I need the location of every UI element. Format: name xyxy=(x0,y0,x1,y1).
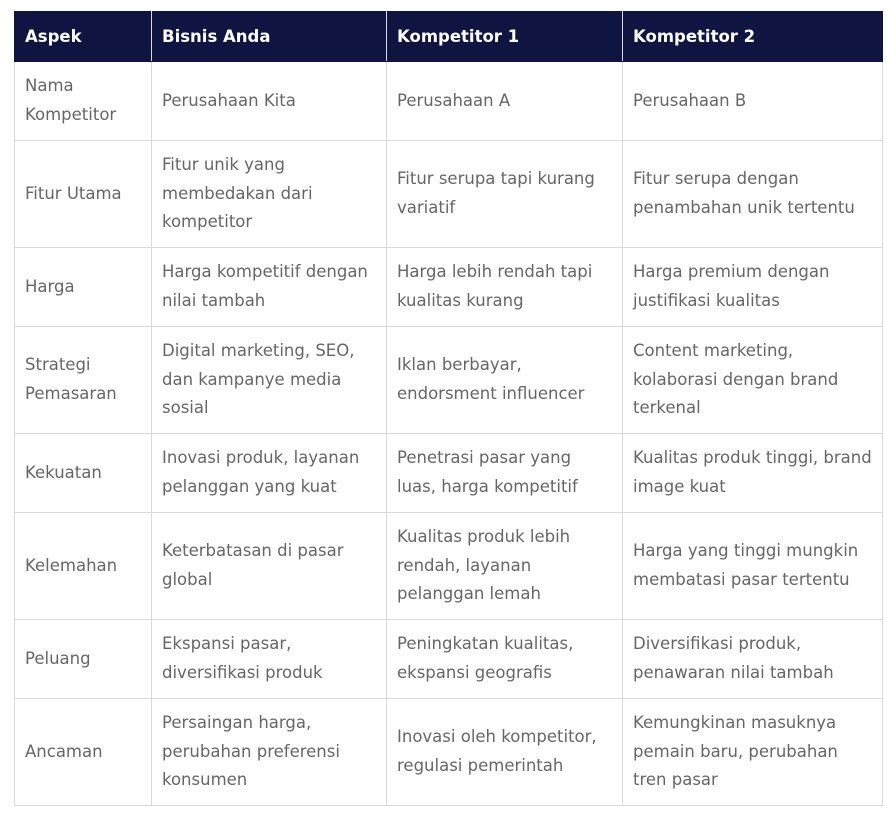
cell-aspect: Kekuatan xyxy=(15,434,152,513)
cell-competitor-2: Kemungkinan masuknya pemain baru, perubahan tren pasar xyxy=(623,699,883,806)
table-row xyxy=(15,248,883,327)
cell-competitor-1: Peningkatan kualitas, ekspansi geografis xyxy=(387,620,623,699)
header-row xyxy=(15,12,883,62)
cell-aspect: Kelemahan xyxy=(15,513,152,620)
cell-your-business: Ekspansi pasar, diversifikasi produk xyxy=(152,620,387,699)
cell-your-business: Persaingan harga, perubahan preferensi konsumen xyxy=(152,699,387,806)
table-row xyxy=(15,513,883,620)
cell-aspect: Peluang xyxy=(15,620,152,699)
cell-competitor-1: Inovasi oleh kompetitor, regulasi pemerintah xyxy=(387,699,623,806)
cell-competitor-2: Fitur serupa dengan penambahan unik tertentu xyxy=(623,141,883,248)
cell-competitor-1: Kualitas produk lebih rendah, layanan pelanggan lemah xyxy=(387,513,623,620)
comparison-table-wrapper xyxy=(14,11,883,806)
table-row xyxy=(15,434,883,513)
cell-competitor-2: Content marketing, kolaborasi dengan brand terkenal xyxy=(623,327,883,434)
cell-competitor-2: Harga premium dengan justifikasi kualitas xyxy=(623,248,883,327)
cell-competitor-2: Perusahaan B xyxy=(623,62,883,141)
cell-aspect: Harga xyxy=(15,248,152,327)
cell-competitor-1: Penetrasi pasar yang luas, harga kompetitif xyxy=(387,434,623,513)
cell-aspect: Nama Kompetitor xyxy=(15,62,152,141)
cell-competitor-2: Kualitas produk tinggi, brand image kuat xyxy=(623,434,883,513)
header-your-business: Bisnis Anda xyxy=(152,12,387,62)
cell-competitor-2: Diversifikasi produk, penawaran nilai tambah xyxy=(623,620,883,699)
cell-competitor-1: Harga lebih rendah tapi kualitas kurang xyxy=(387,248,623,327)
cell-competitor-2: Harga yang tinggi mungkin membatasi pasar tertentu xyxy=(623,513,883,620)
table-row xyxy=(15,699,883,806)
cell-aspect: Ancaman xyxy=(15,699,152,806)
table-header xyxy=(15,12,883,62)
cell-your-business: Inovasi produk, layanan pelanggan yang kuat xyxy=(152,434,387,513)
cell-your-business: Keterbatasan di pasar global xyxy=(152,513,387,620)
cell-aspect: Strategi Pemasaran xyxy=(15,327,152,434)
cell-competitor-1: Fitur serupa tapi kurang variatif xyxy=(387,141,623,248)
header-competitor-2: Kompetitor 2 xyxy=(623,12,883,62)
competitor-comparison-table xyxy=(14,11,883,806)
cell-your-business: Harga kompetitif dengan nilai tambah xyxy=(152,248,387,327)
table-row xyxy=(15,620,883,699)
cell-your-business: Digital marketing, SEO, dan kampanye media sosial xyxy=(152,327,387,434)
cell-competitor-1: Perusahaan A xyxy=(387,62,623,141)
header-aspect: Aspek xyxy=(15,12,152,62)
table-body xyxy=(15,62,883,806)
cell-aspect: Fitur Utama xyxy=(15,141,152,248)
header-competitor-1: Kompetitor 1 xyxy=(387,12,623,62)
table-row xyxy=(15,62,883,141)
table-row xyxy=(15,327,883,434)
cell-competitor-1: Iklan berbayar, endorsment influencer xyxy=(387,327,623,434)
cell-your-business: Perusahaan Kita xyxy=(152,62,387,141)
table-row xyxy=(15,141,883,248)
cell-your-business: Fitur unik yang membedakan dari kompetitor xyxy=(152,141,387,248)
